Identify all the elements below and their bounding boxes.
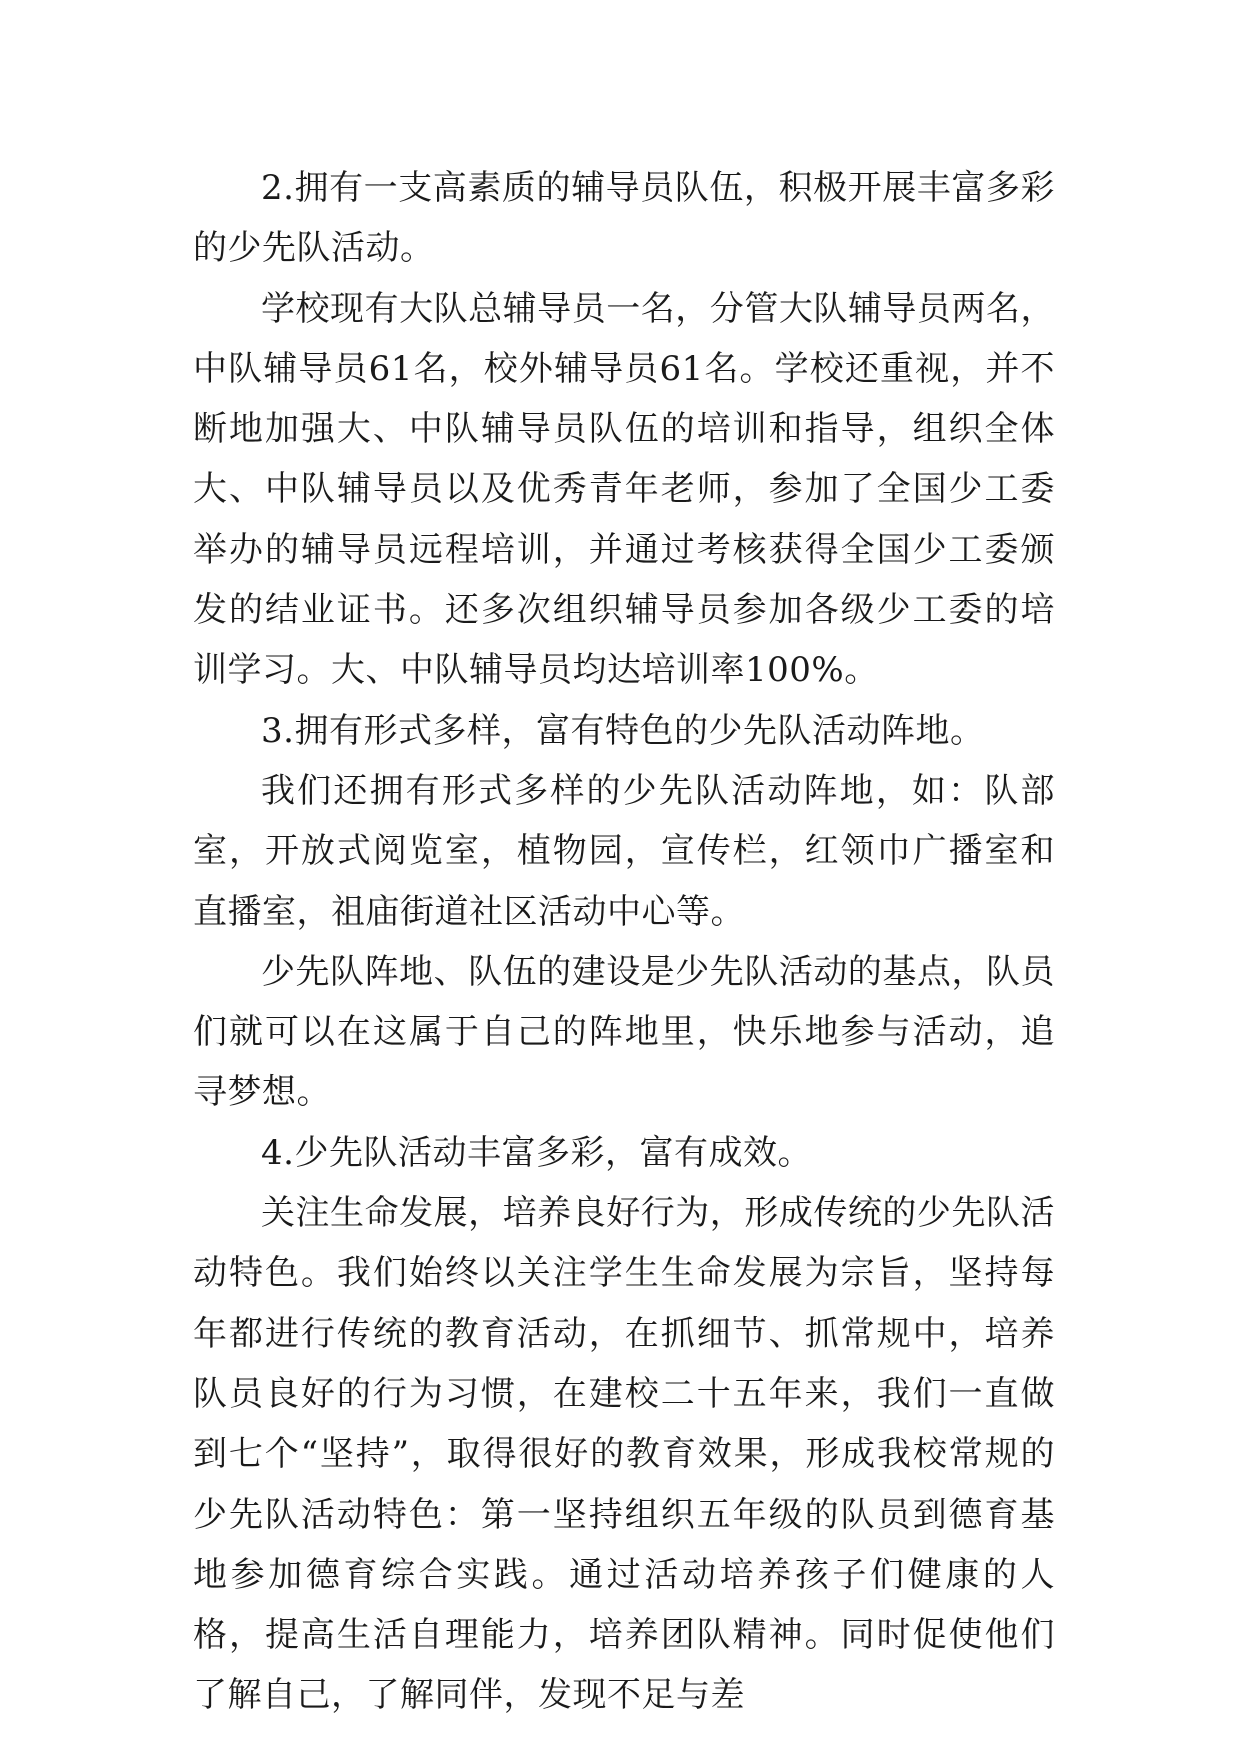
document-body (193, 158, 1055, 1726)
paragraph-venue-construction: 少先队阵地、队伍的建设是少先队活动的基点，队员们就可以在这属于自己的阵地里，快乐地参与活动，追寻梦想。 (193, 951, 1055, 1113)
paragraph-heading-3: 3.拥有形式多样，富有特色的少先队活动阵地。 (261, 710, 985, 751)
paragraph-counselors: 学校现有大队总辅导员一名，分管大队辅导员两名，中队辅导员61名，校外辅导员61名。学校还重视，并不断地加强大、中队辅导员队伍的培训和指导，组织全体大、中队辅导员以及优秀青年老师，参加了全国少工委举办的辅导员远程培训，并通过考核获得全国少工委颁发的结业证书。还多次组织辅导员参加各级少工委的培训学习。大、中队辅导员均达培训率100%。 (193, 288, 1055, 691)
paragraph-activity-venues: 我们还拥有形式多样的少先队活动阵地，如：队部室，开放式阅览室，植物园，宣传栏，红领巾广播室和直播室，祖庙街道社区活动中心等。 (193, 770, 1055, 932)
paragraph-life-development: 关注生命发展，培养良好行为，形成传统的少先队活动特色。我们始终以关注学生生命发展为宗旨，坚持每年都进行传统的教育活动，在抓细节、抓常规中，培养队员良好的行为习惯，在建校二十五年来，我们一直做到七个“坚持”，取得很好的教育效果，形成我校常规的少先队活动特色：第一坚持组织五年级的队员到德育基地参加德育综合实践。通过活动培养孩子们健康的人格，提高生活自理能力，培养团队精神。同时促使他们了解自己，了解同伴，发现不足与差 (193, 1193, 1055, 1716)
paragraph-heading-4: 4.少先队活动丰富多彩，富有成效。 (261, 1132, 812, 1173)
paragraph-heading-2: 2.拥有一支高素质的辅导员队伍，积极开展丰富多彩的少先队活动。 (193, 168, 1055, 269)
